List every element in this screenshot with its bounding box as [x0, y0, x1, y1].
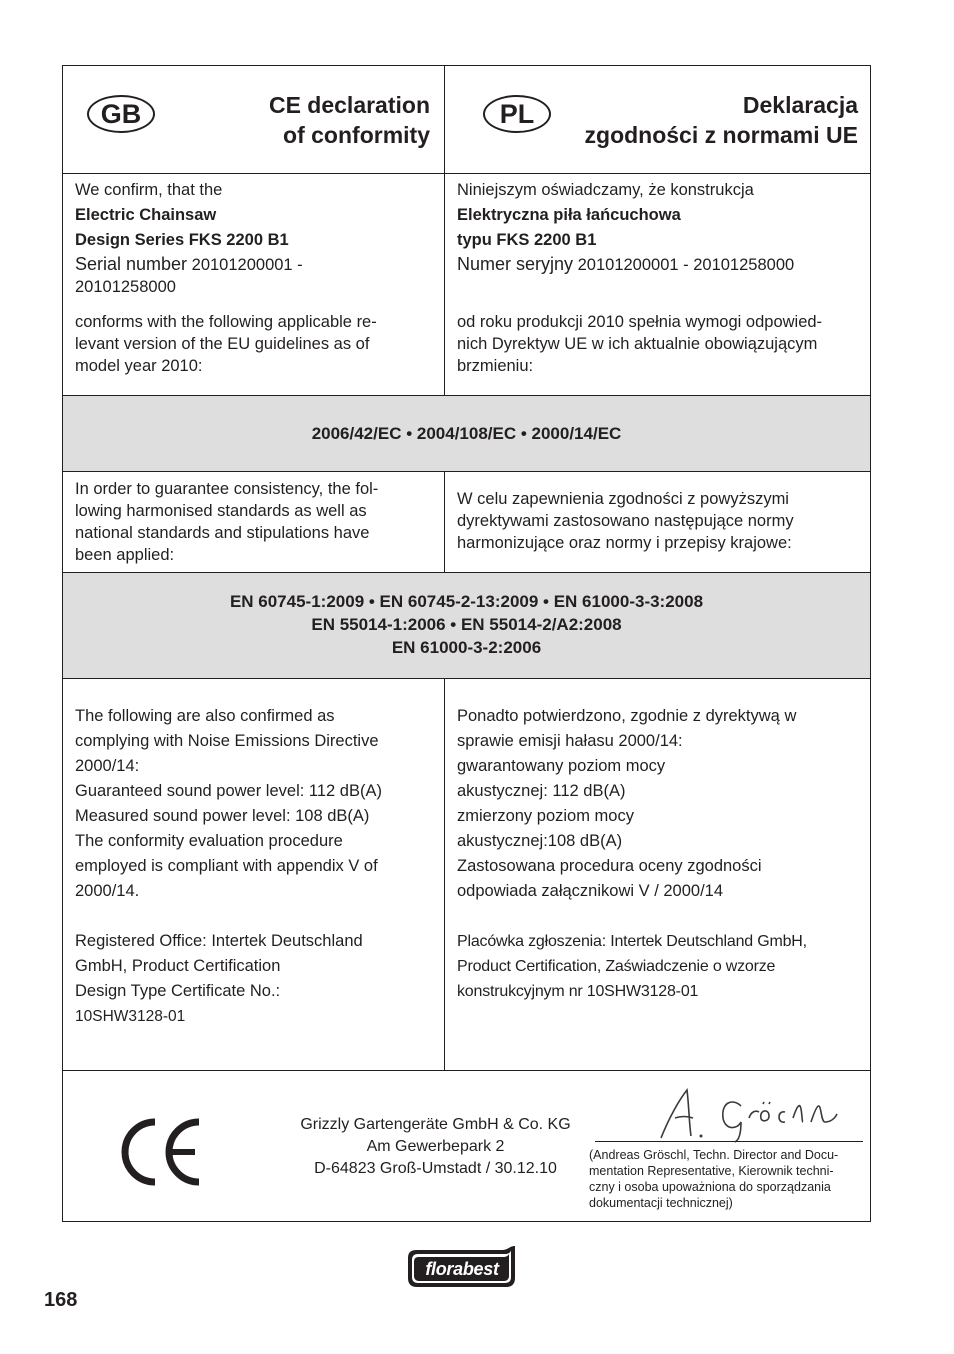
ce-mark-icon [121, 1116, 201, 1188]
standard-line: EN 55014-1:2006 • EN 55014-2/A2:2008 [311, 615, 622, 634]
conformity-text-pl: od roku produkcji 2010 spełnia wymogi odpowied- [457, 313, 823, 331]
product-series-pl: typu FKS 2200 B1 [457, 231, 597, 249]
language-code-pl: PL [483, 95, 551, 133]
title-en [269, 90, 430, 150]
harmonised-text-pl [457, 488, 862, 554]
directives-band [63, 395, 870, 472]
office-line: konstrukcyjnym nr 10SHW3128-01 [457, 983, 699, 1000]
standards-list [63, 590, 870, 659]
certificate-number-en: 10SHW3128-01 [75, 1008, 186, 1025]
noise-line: Measured sound power level: 108 dB(A) [75, 807, 370, 825]
intro-en-line: We confirm, that the [75, 181, 223, 199]
harmonised-text-en [75, 478, 425, 566]
noise-line: Guaranteed sound power level: 112 dB(A) [75, 782, 382, 800]
signer-details [589, 1147, 869, 1211]
conformity-text-en: levant version of the EU guidelines as of [75, 335, 370, 353]
office-line: GmbH, Product Certification [75, 957, 281, 975]
serial-label-pl: Numer seryjny [457, 254, 574, 274]
title-pl-line-2: zgodności z normami UE [584, 122, 858, 148]
noise-text-en [75, 704, 425, 1029]
noise-line: zmierzony poziom mocy [457, 807, 634, 825]
florabest-logo [405, 1246, 519, 1288]
page-number: 168 [44, 1289, 78, 1311]
divider [63, 173, 870, 174]
noise-line: employed is compliant with appendix V of [75, 857, 378, 875]
standards-band [63, 572, 870, 679]
company-name: Grizzly Gartengeräte GmbH & Co. KG [300, 1116, 571, 1133]
signature-line [595, 1141, 863, 1142]
directives-list: 2006/42/EC • 2004/108/EC • 2000/14/EC [311, 424, 622, 443]
serial-number-pl: 20101200001 - 20101258000 [577, 256, 795, 274]
harmonised-line: harmonizujące oraz normy i przepisy krajowe: [457, 534, 792, 552]
serial-label-en: Serial number [75, 254, 188, 274]
signature-icon [653, 1078, 863, 1144]
harmonised-line: W celu zapewnienia zgodności z powyższymi [457, 490, 789, 508]
noise-line: sprawie emisji hałasu 2000/14: [457, 732, 683, 750]
conformity-text-en: model year 2010: [75, 357, 203, 375]
harmonised-line: dyrektywami zastosowano następujące normy [457, 512, 794, 530]
company-street: Am Gewerbepark 2 [366, 1138, 505, 1155]
harmonised-line: In order to guarantee consistency, the fol- [75, 480, 379, 498]
signer-line: czny i osoba upoważniona do sporządzania [589, 1180, 831, 1194]
office-line: Registered Office: Intertek Deutschland [75, 932, 363, 950]
noise-line: gwarantowany poziom mocy [457, 757, 666, 775]
conformity-text-pl: brzmieniu: [457, 357, 534, 375]
title-pl [585, 90, 858, 150]
serial-number-en: 20101200001 - [191, 256, 303, 274]
title-en-line-1: CE declaration [268, 92, 430, 118]
noise-line: akustycznej:108 dB(A) [457, 832, 623, 850]
product-series-en: Design Series FKS 2200 B1 [75, 231, 289, 249]
column-divider [444, 679, 445, 1070]
noise-text-pl [457, 704, 862, 1004]
product-name-pl: Elektryczna piła łańcuchowa [457, 206, 681, 224]
signer-line: mentation Representative, Kierownik techni- [589, 1164, 834, 1178]
signer-line: dokumentacji technicznej) [589, 1196, 733, 1210]
divider [63, 1070, 870, 1071]
serial-number-en-end: 20101258000 [75, 278, 176, 296]
signature [653, 1078, 863, 1144]
office-line: Placówka zgłoszenia: Intertek Deutschland GmbH, [457, 933, 807, 950]
signer-line: (Andreas Gröschl, Techn. Director and Docu- [589, 1148, 839, 1162]
noise-line: odpowiada załącznikowi V / 2000/14 [457, 882, 724, 900]
conformity-text-pl: nich Dyrektyw UE w ich aktualnie obowiązującym [457, 335, 818, 353]
noise-line: Zastosowana procedura oceny zgodności [457, 857, 762, 875]
intro-pl [457, 178, 862, 377]
noise-line: The following are also confirmed as [75, 707, 335, 725]
noise-line: akustycznej: 112 dB(A) [457, 782, 626, 800]
company-address [278, 1114, 593, 1180]
conformity-text-en: conforms with the following applicable re- [75, 313, 377, 331]
place-and-date: D-64823 Groß-Umstadt / 30.12.10 [314, 1160, 557, 1177]
noise-line: complying with Noise Emissions Directive [75, 732, 379, 750]
brand-name: florabest [425, 1259, 499, 1279]
harmonised-line: been applied: [75, 546, 175, 564]
intro-en [75, 178, 425, 377]
noise-line: The conformity evaluation procedure [75, 832, 343, 850]
column-divider [444, 66, 445, 395]
column-divider [444, 472, 445, 572]
standard-line: EN 61000-3-2:2006 [391, 638, 542, 657]
title-pl-line-1: Deklaracja [742, 92, 858, 118]
office-line: Design Type Certificate No.: [75, 982, 281, 1000]
product-name-en: Electric Chainsaw [75, 206, 217, 224]
harmonised-line: national standards and stipulations have [75, 524, 370, 542]
noise-line: 2000/14. [75, 882, 140, 900]
title-en-line-2: of conformity [283, 122, 430, 148]
language-code-gb: GB [87, 95, 155, 133]
standard-line: EN 60745-1:2009 • EN 60745-2-13:2009 • EN 61000-3-3:2008 [229, 592, 704, 611]
noise-line: 2000/14: [75, 757, 140, 775]
noise-line: Ponadto potwierdzono, zgodnie z dyrektywą w [457, 707, 797, 725]
declaration-frame [62, 65, 871, 1222]
office-line: Product Certification, Zaświadczenie o wzorze [457, 958, 776, 975]
ce-mark [121, 1116, 201, 1188]
intro-pl-line: Niniejszym oświadczamy, że konstrukcja [457, 181, 754, 199]
harmonised-line: lowing harmonised standards as well as [75, 502, 367, 520]
